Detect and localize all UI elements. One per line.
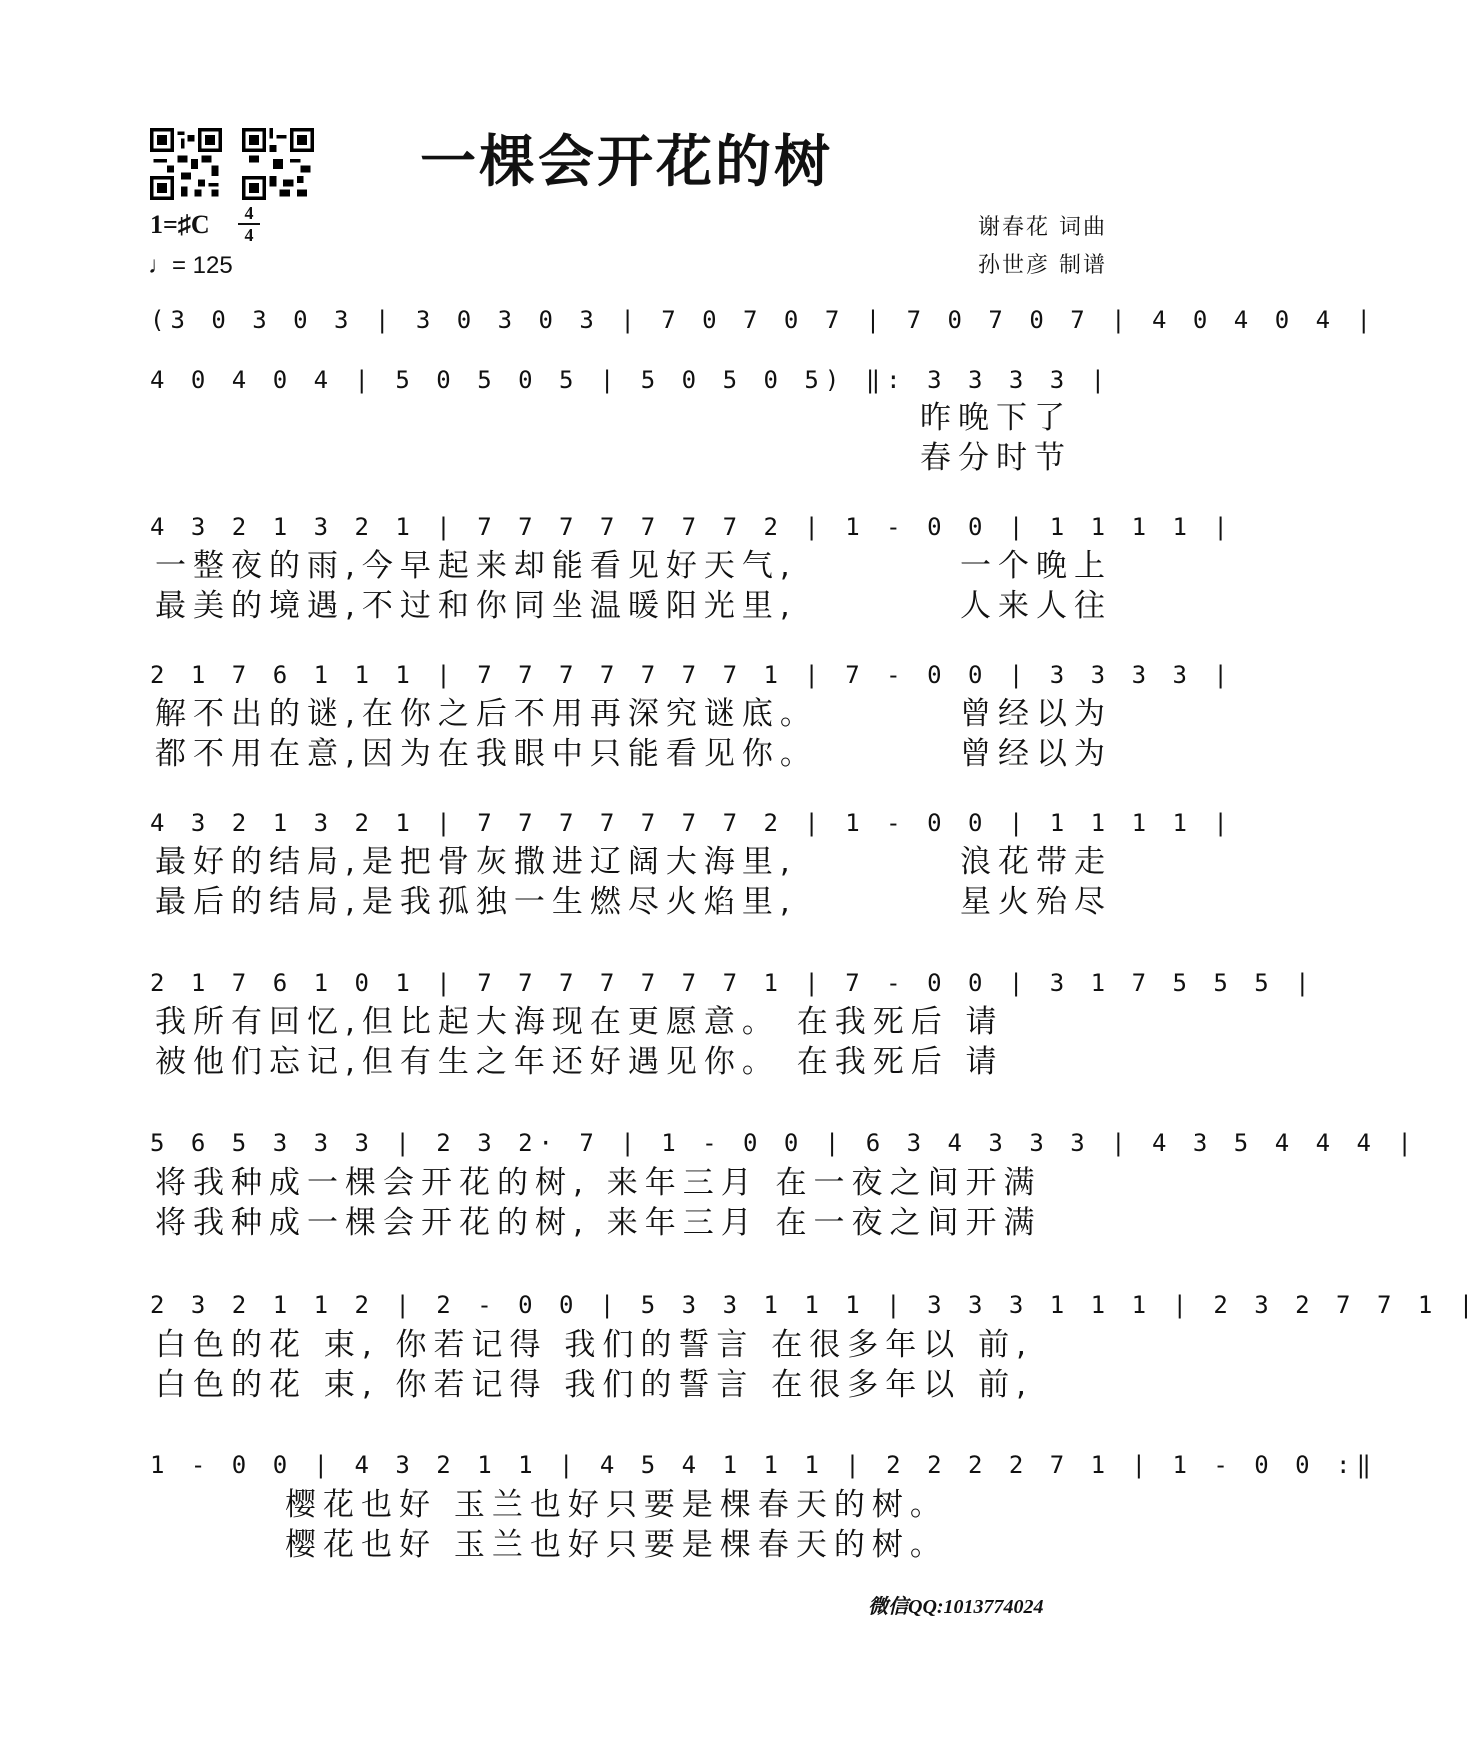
lyric-verse2-line4-end: 星火殆尽 bbox=[960, 884, 1112, 920]
lyric-verse2-line3-end: 曾经以为 bbox=[960, 736, 1112, 772]
notation-row-2: 4 0 4 0 4 | 5 0 5 0 5 | 5 0 5 0 5) ‖: 3 3 3 3 | bbox=[150, 366, 1112, 394]
lyric-verse1-line2: 一整夜的雨,今早起来却能看见好天气, bbox=[155, 548, 797, 584]
notation-row-4: 2 1 7 6 1 1 1 | 7 7 7 7 7 7 7 1 | 7 - 0 0 | 3 3 3 3 | bbox=[150, 661, 1234, 689]
lyric-verse1-line6: 将我种成一棵会开花的树, 来年三月 在一夜之间开满 bbox=[155, 1165, 1042, 1201]
notation-row-1: (3 0 3 0 3 | 3 0 3 0 3 | 7 0 7 0 7 | 7 0 7 0 7 | 4 0 4 0 4 | bbox=[150, 306, 1377, 334]
lyric-verse2-line3: 都不用在意,因为在我眼中只能看见你。 bbox=[155, 736, 818, 772]
lyric-verse1-line7: 白色的花 束, 你若记得 我们的誓言 在很多年以 前, bbox=[155, 1327, 1033, 1363]
lyric-verse2-line4: 最后的结局,是我孤独一生燃尽火焰里, bbox=[155, 884, 797, 920]
key-signature: 1=♯C bbox=[150, 210, 210, 239]
lyric-verse1-line4-end: 浪花带走 bbox=[960, 844, 1112, 880]
notation-row-6: 2 1 7 6 1 0 1 | 7 7 7 7 7 7 7 1 | 7 - 0 0 | 3 1 7 5 5 5 | bbox=[150, 969, 1316, 997]
lyric-verse2-line8: 樱花也好 玉兰也好只要是棵春天的树。 bbox=[285, 1527, 948, 1563]
lyric-verse1-line3: 解不出的谜,在你之后不用再深究谜底。 bbox=[155, 696, 818, 732]
qr-code-icon bbox=[150, 128, 222, 200]
qr-code-icon bbox=[242, 128, 314, 200]
lyricist-composer-credit: 谢春花 词曲 bbox=[978, 215, 1107, 240]
lyric-verse2-line2: 最美的境遇,不过和你同坐温暖阳光里, bbox=[155, 588, 797, 624]
lyric-verse1-line2-end: 一个晚上 bbox=[960, 548, 1112, 584]
lyric-verse1-line1: 昨晚下了 bbox=[920, 400, 1072, 436]
time-signature bbox=[238, 204, 260, 244]
tempo-marking: ♩= 125 bbox=[148, 252, 233, 279]
time-signature-top: 4 bbox=[244, 203, 254, 223]
page-title: 一棵会开花的树 bbox=[420, 130, 833, 195]
notation-row-9: 1 - 0 0 | 4 3 2 1 1 | 4 5 4 1 1 1 | 2 2 2 2 7 1 | 1 - 0 0 :‖ bbox=[150, 1451, 1377, 1479]
notation-row-5: 4 3 2 1 3 2 1 | 7 7 7 7 7 7 7 2 | 1 - 0 0 | 1 1 1 1 | bbox=[150, 809, 1234, 837]
lyric-verse1-line8: 樱花也好 玉兰也好只要是棵春天的树。 bbox=[285, 1487, 948, 1523]
lyric-verse2-line6: 将我种成一棵会开花的树, 来年三月 在一夜之间开满 bbox=[155, 1205, 1042, 1241]
lyric-verse1-line5: 我所有回忆,但比起大海现在更愿意。 在我死后 请 bbox=[155, 1004, 1004, 1040]
time-signature-bottom: 4 bbox=[244, 225, 254, 245]
lyric-verse2-line7: 白色的花 束, 你若记得 我们的誓言 在很多年以 前, bbox=[155, 1367, 1033, 1403]
transcriber-credit: 孙世彦 制谱 bbox=[978, 253, 1107, 278]
lyric-verse1-line3-end: 曾经以为 bbox=[960, 696, 1112, 732]
contact-watermark: 微信QQ:1013774024 bbox=[868, 1596, 1044, 1618]
lyric-verse2-line5: 被他们忘记,但有生之年还好遇见你。 在我死后 请 bbox=[155, 1044, 1004, 1080]
lyric-verse2-line2-end: 人来人往 bbox=[960, 588, 1112, 624]
notation-row-8: 2 3 2 1 1 2 | 2 - 0 0 | 5 3 3 1 1 1 | 3 3 3 1 1 1 | 2 3 2 7 7 1 | bbox=[150, 1291, 1479, 1319]
lyric-verse2-line1: 春分时节 bbox=[920, 440, 1072, 476]
notation-row-3: 4 3 2 1 3 2 1 | 7 7 7 7 7 7 7 2 | 1 - 0 0 | 1 1 1 1 | bbox=[150, 513, 1234, 541]
lyric-verse1-line4: 最好的结局,是把骨灰撒进辽阔大海里, bbox=[155, 844, 797, 880]
notation-row-7: 5 6 5 3 3 3 | 2 3 2· 7 | 1 - 0 0 | 6 3 4 3 3 3 | 4 3 5 4 4 4 | bbox=[150, 1129, 1418, 1157]
